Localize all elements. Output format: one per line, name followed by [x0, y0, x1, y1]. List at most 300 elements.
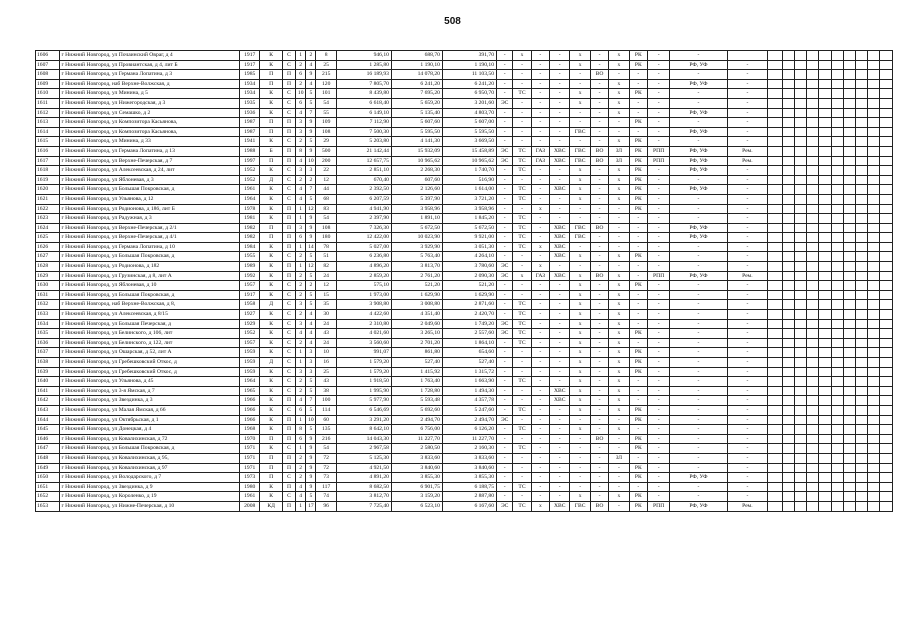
table-row [36, 262, 893, 272]
table-cell: 3 [296, 127, 306, 137]
row-index-cell: 1615 [36, 137, 60, 147]
table-cell: - [670, 194, 727, 204]
table-cell: - [513, 386, 531, 396]
table-cell: - [590, 242, 608, 252]
table-row [36, 310, 893, 320]
empty-cell [855, 204, 867, 214]
table-cell: 6 950,70 [442, 89, 496, 99]
table-cell: - [570, 262, 590, 272]
table-cell: П [282, 223, 295, 233]
table-cell [768, 281, 782, 291]
empty-cell [868, 146, 880, 156]
table-row [36, 175, 893, 185]
table-cell: С [282, 98, 295, 108]
table-cell: 5 397,90 [391, 194, 442, 204]
empty-cell [868, 310, 880, 320]
address-cell: г Нижний Новгород, ул Ошарская, д 52, лит А [60, 348, 240, 358]
table-cell: - [727, 329, 768, 339]
table-cell: 2 859,20 [336, 271, 391, 281]
table-cell: 1971 [240, 463, 260, 473]
table-cell [768, 98, 782, 108]
table-cell: 1 190,10 [442, 60, 496, 70]
empty-cell [831, 127, 843, 137]
address-cell: г Нижний Новгород, ул Верхне-Печерская, д 7 [60, 156, 240, 166]
row-index-cell: 1630 [36, 281, 60, 291]
empty-cell [807, 415, 819, 425]
table-cell: х [609, 60, 629, 70]
table-cell: 96 [316, 501, 336, 511]
table-cell: 3 560,60 [336, 338, 391, 348]
table-row [36, 214, 893, 224]
table-cell: х [531, 204, 549, 214]
table-cell: - [550, 79, 570, 89]
table-cell: 1959 [240, 367, 260, 377]
table-cell: 2 701,20 [391, 338, 442, 348]
table-cell: ГВС [570, 146, 590, 156]
table-cell: 9 [306, 444, 316, 454]
empty-cell [794, 482, 806, 492]
empty-cell [855, 60, 867, 70]
table-cell: 10 [306, 156, 316, 166]
table-cell: 607,60 [391, 175, 442, 185]
empty-cell [843, 386, 855, 396]
table-cell: - [609, 118, 629, 128]
empty-cell [843, 396, 855, 406]
empty-cell [819, 204, 831, 214]
empty-cell [807, 453, 819, 463]
table-cell: - [531, 51, 549, 61]
table-cell: ГАЗ [531, 271, 549, 281]
table-cell: 2 [296, 386, 306, 396]
table-cell: П [282, 156, 295, 166]
empty-cell [868, 60, 880, 70]
table-cell: РК [629, 166, 647, 176]
table-cell: 2 [296, 473, 306, 483]
table-cell: 6 618,40 [336, 98, 391, 108]
table-cell: 5 027,00 [336, 242, 391, 252]
table-cell: х [570, 310, 590, 320]
table-cell: - [670, 453, 727, 463]
empty-cell [880, 473, 893, 483]
table-cell: - [590, 367, 608, 377]
table-cell: - [629, 338, 647, 348]
empty-cell [855, 310, 867, 320]
table-cell: 1952 [240, 329, 260, 339]
empty-cell [782, 137, 794, 147]
empty-cell [868, 358, 880, 368]
table-cell: К [260, 166, 282, 176]
table-cell: - [590, 329, 608, 339]
table-cell: - [497, 223, 513, 233]
empty-cell [819, 386, 831, 396]
table-cell: - [727, 425, 768, 435]
table-cell: - [727, 367, 768, 377]
empty-cell [819, 214, 831, 224]
table-row [36, 492, 893, 502]
table-cell: 2 049,60 [391, 319, 442, 329]
table-cell: 1 494,30 [442, 386, 496, 396]
table-cell: - [647, 473, 669, 483]
table-cell: - [513, 492, 531, 502]
table-row [36, 166, 893, 176]
table-cell: РК [629, 348, 647, 358]
table-cell: - [513, 453, 531, 463]
table-cell: - [647, 166, 669, 176]
table-cell: - [531, 386, 549, 396]
table-row [36, 290, 893, 300]
table-cell [727, 51, 768, 61]
empty-cell [819, 51, 831, 61]
table-cell: - [727, 89, 768, 99]
table-cell: 5 595,50 [442, 127, 496, 137]
table-cell: - [647, 386, 669, 396]
table-cell: - [497, 60, 513, 70]
table-cell: 4 [306, 310, 316, 320]
table-cell: ТС [513, 242, 531, 252]
empty-cell [794, 156, 806, 166]
table-cell: 5 607,00 [442, 118, 496, 128]
empty-cell [843, 473, 855, 483]
table-cell: - [497, 70, 513, 80]
table-cell: 9 [306, 118, 316, 128]
table-cell: - [550, 377, 570, 387]
table-cell: - [647, 492, 669, 502]
table-cell: РФ, УФ [670, 79, 727, 89]
table-cell: - [550, 425, 570, 435]
empty-cell [794, 214, 806, 224]
empty-cell [843, 185, 855, 195]
address-cell: г Нижний Новгород, ул Большая Покровская, д [60, 290, 240, 300]
table-cell: 60 [316, 415, 336, 425]
empty-cell [831, 425, 843, 435]
table-cell: ХВС [550, 223, 570, 233]
table-cell: - [670, 281, 727, 291]
table-cell: - [550, 281, 570, 291]
table-cell: - [629, 271, 647, 281]
empty-cell [880, 453, 893, 463]
table-cell: 109 [316, 118, 336, 128]
table-cell: 15 [316, 290, 336, 300]
table-cell: 5 [306, 98, 316, 108]
table-cell: П [260, 463, 282, 473]
table-cell: - [497, 137, 513, 147]
empty-cell [819, 338, 831, 348]
empty-cell [855, 405, 867, 415]
empty-cell [782, 377, 794, 387]
empty-cell [819, 300, 831, 310]
empty-cell [831, 377, 843, 387]
table-cell: 5 593,48 [391, 396, 442, 406]
table-cell: - [513, 204, 531, 214]
empty-cell [868, 185, 880, 195]
table-cell: ЗЛ [609, 453, 629, 463]
table-cell: х [609, 358, 629, 368]
table-cell: х [570, 396, 590, 406]
table-cell [768, 434, 782, 444]
table-cell: 25 [316, 367, 336, 377]
empty-cell [807, 405, 819, 415]
table-cell: - [629, 300, 647, 310]
table-cell: 24 [316, 338, 336, 348]
empty-cell [868, 377, 880, 387]
table-cell: ВО [590, 223, 608, 233]
table-cell: 1 [296, 501, 306, 511]
empty-cell [855, 51, 867, 61]
empty-cell [794, 233, 806, 243]
table-cell: - [647, 358, 669, 368]
address-cell: г Нижний Новгород, ул Семашко, д 2 [60, 108, 240, 118]
empty-cell [868, 290, 880, 300]
table-cell: 5 659,20 [391, 98, 442, 108]
empty-cell [819, 281, 831, 291]
table-cell: 1966 [240, 396, 260, 406]
address-cell: г Нижний Новгород, ул Нижегородская, д 3 [60, 98, 240, 108]
row-index-cell: 1619 [36, 175, 60, 185]
table-cell: - [570, 463, 590, 473]
table-cell: - [670, 444, 727, 454]
empty-cell [782, 89, 794, 99]
table-cell: - [497, 185, 513, 195]
table-cell: - [497, 473, 513, 483]
empty-cell [868, 127, 880, 137]
table-cell: - [727, 319, 768, 329]
table-cell: ТС [513, 425, 531, 435]
empty-cell [819, 377, 831, 387]
empty-cell [868, 386, 880, 396]
empty-cell [782, 79, 794, 89]
table-cell: ТС [513, 310, 531, 320]
table-cell: 2 160,30 [442, 444, 496, 454]
table-cell: 9 921,00 [442, 233, 496, 243]
table-cell: 1989 [240, 262, 260, 272]
empty-cell [843, 146, 855, 156]
empty-cell [807, 473, 819, 483]
empty-cell [794, 492, 806, 502]
table-cell: С [282, 137, 295, 147]
table-cell: - [647, 463, 669, 473]
empty-cell [807, 185, 819, 195]
table-cell: 2 310,80 [336, 319, 391, 329]
table-cell: - [647, 329, 669, 339]
table-cell: 2 392,50 [336, 185, 391, 195]
empty-cell [868, 492, 880, 502]
empty-cell [831, 338, 843, 348]
table-cell: РПП [647, 156, 669, 166]
table-cell: 3 908,80 [336, 300, 391, 310]
table-cell: 5 [306, 300, 316, 310]
table-cell: - [670, 492, 727, 502]
table-cell: - [647, 60, 669, 70]
table-cell: 1971 [240, 444, 260, 454]
table-cell: 72 [316, 463, 336, 473]
empty-cell [831, 98, 843, 108]
table-cell: - [531, 118, 549, 128]
empty-cell [782, 290, 794, 300]
table-cell: - [727, 166, 768, 176]
empty-cell [880, 127, 893, 137]
empty-cell [831, 146, 843, 156]
row-index-cell: 1611 [36, 98, 60, 108]
table-cell: - [513, 70, 531, 80]
table-cell: - [647, 367, 669, 377]
empty-cell [855, 98, 867, 108]
row-index-cell: 1607 [36, 60, 60, 70]
table-cell: ЗЛ [609, 156, 629, 166]
table-cell: П [282, 453, 295, 463]
table-cell: П [282, 396, 295, 406]
table-cell: - [590, 444, 608, 454]
empty-cell [868, 463, 880, 473]
table-row [36, 396, 893, 406]
empty-cell [782, 146, 794, 156]
table-cell: х [570, 89, 590, 99]
empty-cell [794, 453, 806, 463]
table-cell: х [609, 425, 629, 435]
empty-cell [794, 60, 806, 70]
empty-cell [819, 262, 831, 272]
empty-cell [807, 492, 819, 502]
table-cell: 1982 [240, 223, 260, 233]
table-cell: 4 264,10 [442, 252, 496, 262]
empty-cell [843, 300, 855, 310]
table-cell: 2 [296, 175, 306, 185]
row-index-cell: 1640 [36, 377, 60, 387]
empty-cell [855, 396, 867, 406]
table-cell: - [550, 338, 570, 348]
table-cell: 3 813,70 [391, 262, 442, 272]
empty-cell [831, 396, 843, 406]
table-cell: РФ, УФ [670, 108, 727, 118]
table-cell: ХВС [550, 242, 570, 252]
table-cell: 2008 [240, 501, 260, 511]
table-cell: 4 [306, 60, 316, 70]
table-cell: - [550, 405, 570, 415]
empty-cell [843, 242, 855, 252]
empty-cell [831, 242, 843, 252]
empty-cell [880, 444, 893, 454]
address-cell: г Нижний Новгород, ул Володарского, д 7 [60, 473, 240, 483]
address-cell: г Нижний Новгород, ул Большая Покровская, д [60, 185, 240, 195]
empty-cell [794, 204, 806, 214]
table-cell: - [727, 127, 768, 137]
empty-cell [807, 137, 819, 147]
table-cell: 1 [296, 51, 306, 61]
table-cell: 21 142,44 [336, 146, 391, 156]
empty-cell [831, 415, 843, 425]
table-cell: х [531, 262, 549, 272]
empty-cell [880, 405, 893, 415]
empty-cell [794, 377, 806, 387]
table-cell: х [570, 51, 590, 61]
table-cell: П [282, 214, 295, 224]
empty-cell [794, 79, 806, 89]
table-cell [768, 453, 782, 463]
empty-cell [880, 79, 893, 89]
empty-cell [819, 415, 831, 425]
table-cell: К [260, 194, 282, 204]
table-row [36, 233, 893, 243]
table-cell: х [531, 501, 549, 511]
empty-cell [855, 434, 867, 444]
table-cell: - [550, 300, 570, 310]
empty-cell [843, 127, 855, 137]
table-cell: 1917 [240, 51, 260, 61]
table-cell: х [570, 98, 590, 108]
empty-cell [868, 338, 880, 348]
empty-cell [819, 175, 831, 185]
empty-cell [868, 473, 880, 483]
table-cell: 11 103,50 [442, 70, 496, 80]
table-cell: ТС [513, 501, 531, 511]
table-cell: - [590, 204, 608, 214]
table-cell: ТС [513, 185, 531, 195]
address-cell: г Нижний Новгород, ул Белинского, д 122, лит [60, 338, 240, 348]
row-index-cell: 1636 [36, 338, 60, 348]
table-cell: 2 [296, 453, 306, 463]
table-cell: х [570, 329, 590, 339]
table-cell: 3 159,20 [391, 492, 442, 502]
table-cell: - [531, 281, 549, 291]
table-cell: 43 [316, 377, 336, 387]
table-cell: - [550, 127, 570, 137]
table-cell: - [670, 252, 727, 262]
empty-cell [782, 185, 794, 195]
table-cell: 3 [306, 358, 316, 368]
table-cell: х [570, 300, 590, 310]
empty-cell [819, 156, 831, 166]
table-cell: 3 [306, 348, 316, 358]
table-cell: 2 [296, 377, 306, 387]
empty-cell [880, 233, 893, 243]
table-cell: Рем. [727, 146, 768, 156]
table-cell: х [570, 425, 590, 435]
empty-cell [807, 175, 819, 185]
table-cell: 2 [296, 310, 306, 320]
table-cell: - [727, 118, 768, 128]
empty-cell [880, 415, 893, 425]
table-cell: 3 265,10 [391, 329, 442, 339]
table-cell: - [531, 127, 549, 137]
table-cell: - [727, 214, 768, 224]
address-cell: г Нижний Новгород, ул Провиантская, д 4, лит Б [60, 60, 240, 70]
empty-cell [819, 444, 831, 454]
table-cell: х [570, 367, 590, 377]
table-cell: - [531, 405, 549, 415]
empty-cell [843, 233, 855, 243]
table-cell: - [513, 252, 531, 262]
table-cell: 1959 [240, 358, 260, 368]
empty-cell [855, 146, 867, 156]
table-cell: - [513, 281, 531, 291]
table-cell: 6 188,75 [442, 482, 496, 492]
table-cell: 2 [296, 338, 306, 348]
empty-cell [782, 396, 794, 406]
table-cell: 135 [316, 425, 336, 435]
table-cell: - [590, 118, 608, 128]
table-cell: Д [260, 175, 282, 185]
table-cell [768, 118, 782, 128]
table-cell: ВО [590, 434, 608, 444]
table-cell: 11 227,70 [442, 434, 496, 444]
table-cell: 1982 [240, 233, 260, 243]
empty-cell [794, 463, 806, 473]
table-cell: - [670, 70, 727, 80]
table-cell: 9 [306, 473, 316, 483]
table-cell: ТС [513, 444, 531, 454]
table-cell: РК [629, 118, 647, 128]
empty-cell [880, 425, 893, 435]
table-cell: 3 721,20 [442, 194, 496, 204]
